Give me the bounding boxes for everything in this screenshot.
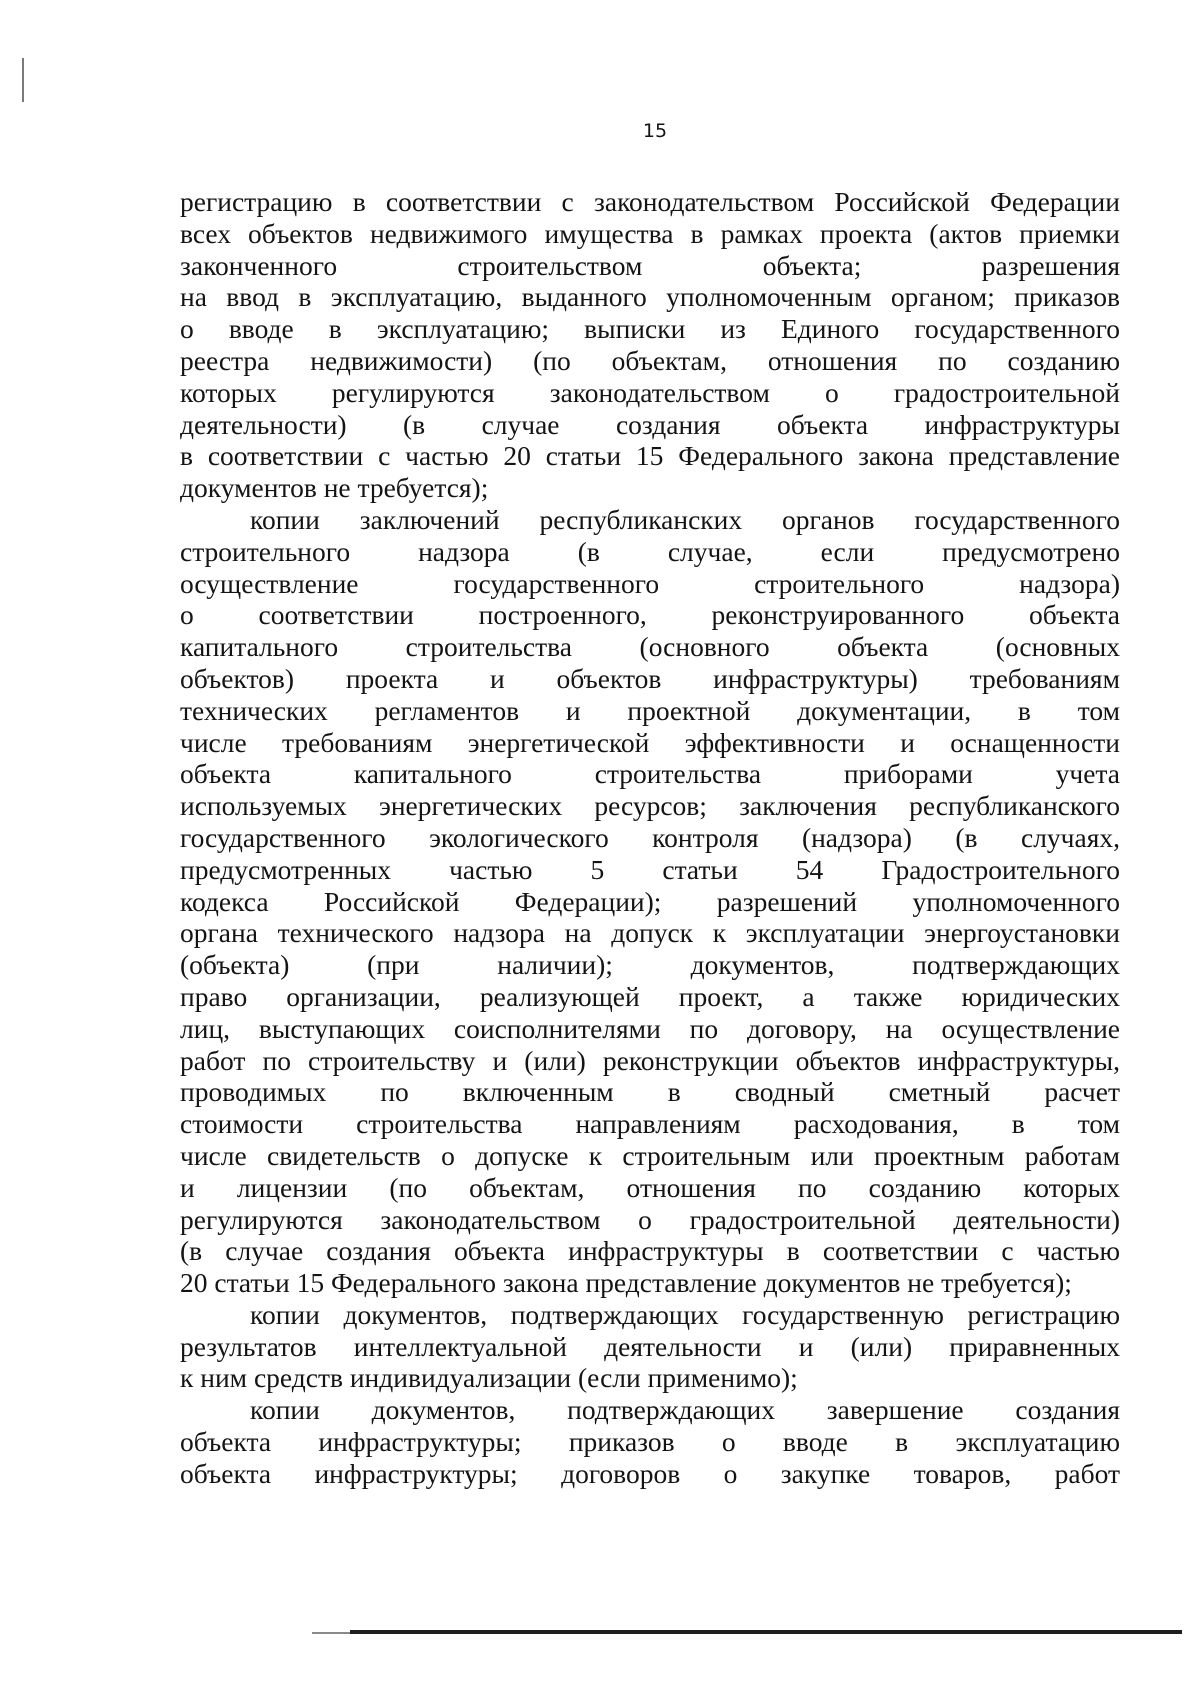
text-line: регулируются законодательством о градостроительной деятельности) <box>180 1203 1120 1235</box>
text-line: кодекса Российской Федерации); разрешений уполномоченного <box>180 885 1120 917</box>
text-line: реестра недвижимости) (по объектам, отношения по созданию <box>180 344 1120 376</box>
text-line: (в случае создания объекта инфраструктуры в соответствии с частью <box>180 1235 1120 1267</box>
text-line: в соответствии с частью 20 статьи 15 Федерального закона представление <box>180 440 1120 472</box>
text-line: и лицензии (по объектам, отношения по созданию которых <box>180 1171 1120 1203</box>
text-line: 20 статьи 15 Федерального закона представление документов не требуется); <box>180 1267 1072 1299</box>
text-line: регистрацию в соответствии с законодательством Российской Федерации <box>180 186 1120 217</box>
text-line: копии документов, подтверждающих государственную регистрацию <box>250 1298 1120 1330</box>
text-line: проводимых по включенным в сводный сметный расчет <box>180 1076 1120 1108</box>
text-line: стоимости строительства направлениям расходования, в том <box>180 1108 1120 1140</box>
text-line: технических регламентов и проектной документации, в том <box>180 694 1120 726</box>
text-line: документов не требуется); <box>180 472 489 504</box>
text-line: объекта инфраструктуры; приказов о вводе в эксплуатацию <box>180 1426 1120 1458</box>
text-line: объекта капитального строительства приборами учета <box>180 758 1120 790</box>
text-line: используемых энергетических ресурсов; заключения республиканского <box>180 790 1120 822</box>
text-line: право организации, реализующей проект, а также юридических <box>180 980 1120 1012</box>
text-line: объектов) проекта и объектов инфраструктуры) требованиям <box>180 662 1120 694</box>
bottom-rule-lead <box>312 1632 352 1634</box>
text-line: деятельности) (в случае создания объекта инфраструктуры <box>180 408 1120 440</box>
text-line: о соответствии построенного, реконструированного объекта <box>180 599 1120 631</box>
text-line: капитального строительства (основного объекта (основных <box>180 631 1120 663</box>
body-text <box>180 186 1120 1490</box>
text-line: органа технического надзора на допуск к эксплуатации энергоустановки <box>180 917 1120 949</box>
text-line: к ним средств индивидуализации (если применимо); <box>180 1362 798 1394</box>
text-line: которых регулируются законодательством о градостроительной <box>180 376 1120 408</box>
text-line: государственного экологического контроля (надзора) (в случаях, <box>180 821 1120 853</box>
text-line: копии заключений республиканских органов государственного <box>250 503 1120 535</box>
page-number: 15 <box>642 120 668 142</box>
text-line: копии документов, подтверждающих завершение создания <box>250 1394 1120 1426</box>
text-line: объекта инфраструктуры; договоров о закупке товаров, работ <box>180 1457 1120 1489</box>
text-line: осуществление государственного строительного надзора) <box>180 567 1120 599</box>
text-line: работ по строительству и (или) реконструкции объектов инфраструктуры, <box>180 1044 1120 1076</box>
text-line: числе свидетельств о допуске к строительным или проектным работам <box>180 1139 1120 1171</box>
text-line: всех объектов недвижимого имущества в рамках проекта (актов приемки <box>180 217 1120 249</box>
text-line: лиц, выступающих соисполнителями по договору, на осуществление <box>180 1012 1120 1044</box>
text-line: на ввод в эксплуатацию, выданного уполномоченным органом; приказов <box>180 281 1120 313</box>
scan-edge-mark <box>22 58 24 102</box>
text-line: числе требованиям энергетической эффективности и оснащенности <box>180 726 1120 758</box>
text-line: предусмотренных частью 5 статьи 54 Градостроительного <box>180 853 1120 885</box>
text-line: о вводе в эксплуатацию; выписки из Единого государственного <box>180 313 1120 345</box>
text-line: результатов интеллектуальной деятельности и (или) приравненных <box>180 1330 1120 1362</box>
text-line: законченного строительством объекта; разрешения <box>180 249 1120 281</box>
text-line: строительного надзора (в случае, если предусмотрено <box>180 535 1120 567</box>
text-line: (объекта) (при наличии); документов, подтверждающих <box>180 949 1120 981</box>
bottom-rule <box>350 1630 1182 1634</box>
